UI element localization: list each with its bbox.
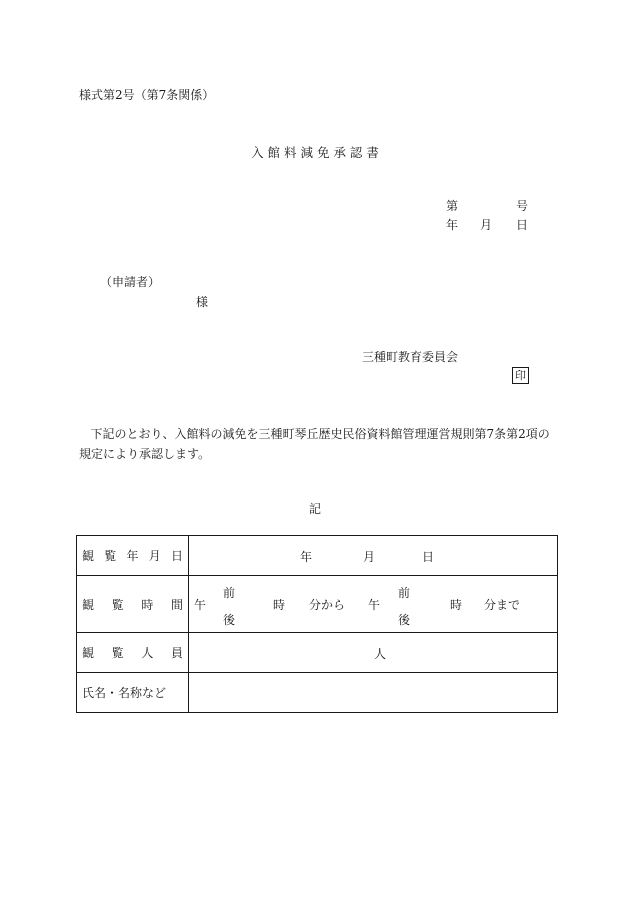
doc-number-suffix: 号 bbox=[516, 199, 529, 213]
row-label-date bbox=[77, 536, 189, 576]
row-label-time bbox=[77, 576, 189, 633]
body-text-content: 下記のとおり、入館料の減免を三種町琴丘歴史民俗資料館管理運営規則第7条第2項の規定により承認します。 bbox=[79, 427, 550, 461]
body-text bbox=[79, 424, 557, 464]
label-char: 観 bbox=[82, 549, 95, 563]
doc-date-month: 月 bbox=[480, 218, 493, 232]
name-value-cell[interactable] bbox=[189, 673, 558, 713]
label-char: 覧 bbox=[111, 597, 124, 612]
row-label-name bbox=[77, 673, 189, 713]
from-label: 分から bbox=[309, 598, 346, 612]
label-char: 間 bbox=[170, 597, 183, 612]
detail-table bbox=[76, 535, 558, 713]
label-char: 覧 bbox=[104, 549, 117, 563]
label-char: 員 bbox=[170, 646, 183, 660]
label-time-chars bbox=[82, 596, 183, 613]
table-row-people bbox=[77, 633, 558, 673]
doc-date-year: 年 bbox=[446, 218, 459, 232]
label-char: 人 bbox=[141, 646, 154, 660]
date-value-cell[interactable] bbox=[189, 536, 558, 576]
label-char: 観 bbox=[82, 597, 95, 612]
hour-unit-1: 時 bbox=[273, 598, 286, 612]
date-year-unit: 年 bbox=[300, 550, 313, 564]
form-number: 様式第2号（第7条関係） bbox=[79, 88, 215, 102]
table-row-time bbox=[77, 576, 558, 633]
label-char: 時 bbox=[141, 597, 154, 612]
honorific: 様 bbox=[196, 295, 209, 309]
label-char: 日 bbox=[170, 549, 183, 563]
label-people-chars bbox=[82, 644, 183, 661]
doc-number-prefix: 第 bbox=[446, 199, 459, 213]
ki-heading: 記 bbox=[308, 502, 321, 516]
ampm1-top: 前 bbox=[223, 586, 236, 600]
table-row-name bbox=[77, 673, 558, 713]
ampm1-bottom: 後 bbox=[223, 613, 236, 627]
label-char: 覧 bbox=[111, 646, 124, 660]
people-value-cell[interactable] bbox=[189, 633, 558, 673]
doc-date-day: 日 bbox=[516, 218, 529, 232]
date-day-unit: 日 bbox=[422, 550, 435, 564]
seal-mark: 印 bbox=[512, 367, 529, 384]
ampm2-bottom: 後 bbox=[398, 613, 411, 627]
applicant-label: （申請者） bbox=[100, 275, 161, 289]
until-label: 分まで bbox=[484, 598, 521, 612]
row-label-people bbox=[77, 633, 189, 673]
label-char: 観 bbox=[82, 646, 95, 660]
ampm2-top: 前 bbox=[398, 586, 411, 600]
date-month-unit: 月 bbox=[363, 550, 376, 564]
label-date-chars bbox=[82, 547, 183, 564]
label-char: 年 bbox=[126, 549, 139, 563]
issuer-name: 三種町教育委員会 bbox=[362, 350, 459, 364]
label-name-text: 氏名・名称など bbox=[82, 686, 167, 700]
people-unit: 人 bbox=[374, 647, 387, 661]
ampm2-mid: 午 bbox=[368, 598, 381, 612]
table-row-date bbox=[77, 536, 558, 576]
hour-unit-2: 時 bbox=[450, 598, 463, 612]
time-value-cell[interactable] bbox=[189, 576, 558, 633]
ampm1-mid: 午 bbox=[194, 598, 207, 612]
document-title: 入 館 料 減 免 承 認 書 bbox=[251, 145, 379, 160]
label-char: 月 bbox=[148, 549, 161, 563]
